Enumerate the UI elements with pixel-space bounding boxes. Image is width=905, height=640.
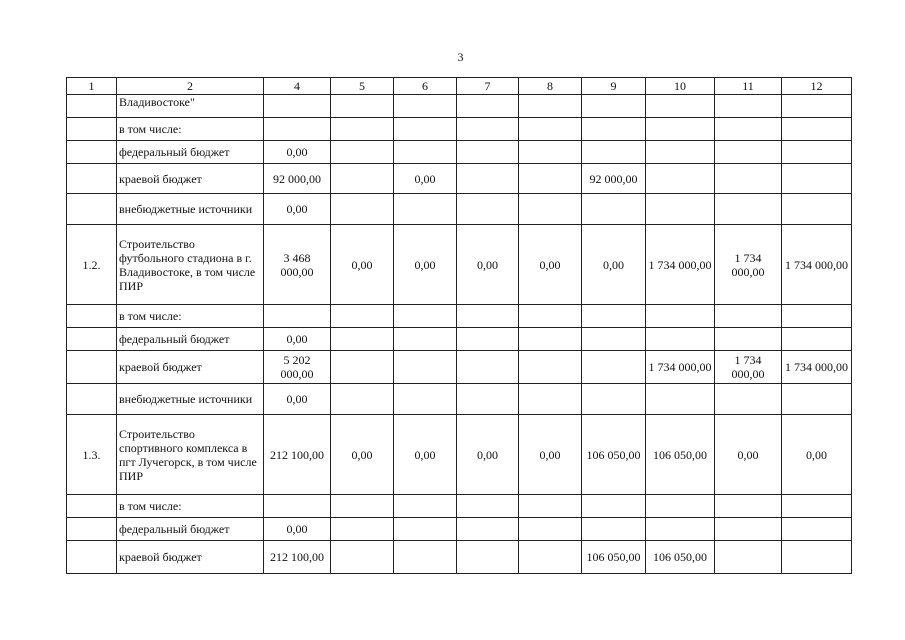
row-number-cell bbox=[67, 95, 117, 118]
row-number-cell bbox=[67, 141, 117, 164]
row-number-cell bbox=[67, 194, 117, 225]
value-cell bbox=[646, 495, 715, 518]
value-cell: 106 050,00 bbox=[646, 541, 715, 574]
value-cell bbox=[331, 495, 394, 518]
value-cell bbox=[715, 95, 782, 118]
value-cell bbox=[394, 305, 457, 328]
value-cell bbox=[394, 384, 457, 415]
table-row bbox=[67, 95, 852, 118]
row-name-cell: краевой бюджет bbox=[117, 541, 264, 574]
row-name-cell: внебюджетные источники bbox=[117, 384, 264, 415]
value-cell bbox=[715, 141, 782, 164]
value-cell bbox=[331, 118, 394, 141]
value-cell bbox=[646, 194, 715, 225]
table-row bbox=[67, 118, 852, 141]
value-cell: 0,00 bbox=[264, 328, 331, 351]
value-cell bbox=[582, 495, 646, 518]
row-name-cell: Владивостоке" bbox=[117, 95, 264, 118]
value-cell: 212 100,00 bbox=[264, 541, 331, 574]
value-cell bbox=[646, 518, 715, 541]
value-cell: 106 050,00 bbox=[582, 415, 646, 495]
value-cell: 0,00 bbox=[457, 415, 519, 495]
value-cell bbox=[582, 194, 646, 225]
value-cell bbox=[582, 384, 646, 415]
row-number-cell bbox=[67, 384, 117, 415]
value-cell bbox=[782, 141, 852, 164]
value-cell bbox=[331, 328, 394, 351]
value-cell: 0,00 bbox=[394, 164, 457, 194]
row-name-cell: Строительство футбольного стадиона в г. Владивостоке, в том числе ПИР bbox=[117, 225, 264, 305]
value-cell bbox=[519, 164, 582, 194]
value-cell: 0,00 bbox=[264, 384, 331, 415]
table-row bbox=[67, 141, 852, 164]
value-cell bbox=[519, 118, 582, 141]
value-cell bbox=[782, 194, 852, 225]
table-row bbox=[67, 415, 852, 495]
row-name-cell: внебюджетные источники bbox=[117, 194, 264, 225]
table-row bbox=[67, 194, 852, 225]
value-cell bbox=[331, 194, 394, 225]
value-cell: 5 202 000,00 bbox=[264, 351, 331, 384]
value-cell bbox=[331, 305, 394, 328]
value-cell: 0,00 bbox=[264, 194, 331, 225]
value-cell bbox=[582, 518, 646, 541]
table-row bbox=[67, 351, 852, 384]
value-cell: 92 000,00 bbox=[582, 164, 646, 194]
value-cell bbox=[715, 384, 782, 415]
header-cell-col-6: 7 bbox=[457, 78, 519, 95]
value-cell bbox=[582, 328, 646, 351]
value-cell bbox=[519, 95, 582, 118]
value-cell: 1 734 000,00 bbox=[715, 351, 782, 384]
row-name-cell: федеральный бюджет bbox=[117, 328, 264, 351]
value-cell bbox=[394, 518, 457, 541]
value-cell: 106 050,00 bbox=[582, 541, 646, 574]
table-row bbox=[67, 305, 852, 328]
row-name-cell: краевой бюджет bbox=[117, 351, 264, 384]
value-cell bbox=[715, 194, 782, 225]
value-cell bbox=[646, 141, 715, 164]
value-cell bbox=[394, 95, 457, 118]
value-cell bbox=[715, 164, 782, 194]
value-cell bbox=[646, 305, 715, 328]
row-number-cell bbox=[67, 118, 117, 141]
value-cell bbox=[519, 541, 582, 574]
value-cell bbox=[582, 95, 646, 118]
value-cell: 106 050,00 bbox=[646, 415, 715, 495]
value-cell bbox=[582, 141, 646, 164]
row-name-cell: в том числе: bbox=[117, 118, 264, 141]
value-cell bbox=[582, 118, 646, 141]
row-name-cell: федеральный бюджет bbox=[117, 518, 264, 541]
header-cell-col-3: 4 bbox=[264, 78, 331, 95]
value-cell bbox=[782, 118, 852, 141]
value-cell bbox=[457, 118, 519, 141]
page-number: 3 bbox=[457, 50, 464, 64]
row-number-cell bbox=[67, 305, 117, 328]
row-number-cell: 1.2. bbox=[67, 225, 117, 305]
value-cell bbox=[331, 95, 394, 118]
value-cell bbox=[457, 164, 519, 194]
value-cell bbox=[394, 351, 457, 384]
header-cell-col-1: 1 bbox=[67, 78, 117, 95]
row-number-cell bbox=[67, 495, 117, 518]
value-cell bbox=[519, 384, 582, 415]
value-cell bbox=[331, 351, 394, 384]
value-cell bbox=[457, 495, 519, 518]
value-cell bbox=[646, 328, 715, 351]
value-cell: 0,00 bbox=[782, 415, 852, 495]
value-cell bbox=[715, 328, 782, 351]
value-cell bbox=[782, 95, 852, 118]
value-cell bbox=[519, 518, 582, 541]
table-row bbox=[67, 164, 852, 194]
value-cell: 1 734 000,00 bbox=[646, 225, 715, 305]
value-cell bbox=[457, 328, 519, 351]
table-row bbox=[67, 495, 852, 518]
value-cell bbox=[457, 194, 519, 225]
header-cell-col-9: 10 bbox=[646, 78, 715, 95]
value-cell bbox=[394, 495, 457, 518]
header-cell-col-5: 6 bbox=[394, 78, 457, 95]
value-cell bbox=[264, 118, 331, 141]
value-cell bbox=[519, 328, 582, 351]
value-cell bbox=[646, 384, 715, 415]
row-number-cell: 1.3. bbox=[67, 415, 117, 495]
value-cell: 3 468 000,00 bbox=[264, 225, 331, 305]
value-cell bbox=[457, 305, 519, 328]
value-cell: 0,00 bbox=[264, 518, 331, 541]
value-cell bbox=[264, 305, 331, 328]
row-name-cell: краевой бюджет bbox=[117, 164, 264, 194]
header-cell-col-2: 2 bbox=[117, 78, 264, 95]
value-cell bbox=[457, 518, 519, 541]
header-cell-col-8: 9 bbox=[582, 78, 646, 95]
value-cell: 92 000,00 bbox=[264, 164, 331, 194]
header-cell-col-4: 5 bbox=[331, 78, 394, 95]
value-cell: 0,00 bbox=[264, 141, 331, 164]
value-cell: 0,00 bbox=[331, 415, 394, 495]
header-row bbox=[67, 78, 852, 95]
table-row bbox=[67, 541, 852, 574]
value-cell: 0,00 bbox=[331, 225, 394, 305]
value-cell: 1 734 000,00 bbox=[782, 225, 852, 305]
value-cell: 212 100,00 bbox=[264, 415, 331, 495]
value-cell bbox=[715, 305, 782, 328]
value-cell: 0,00 bbox=[394, 225, 457, 305]
header-cell-col-7: 8 bbox=[519, 78, 582, 95]
value-cell bbox=[394, 141, 457, 164]
value-cell bbox=[394, 118, 457, 141]
row-name-cell: Строительство спортивного комплекса в пгт Лучегорск, в том числе ПИР bbox=[117, 415, 264, 495]
value-cell bbox=[782, 328, 852, 351]
value-cell bbox=[394, 194, 457, 225]
value-cell bbox=[715, 118, 782, 141]
row-name-cell: федеральный бюджет bbox=[117, 141, 264, 164]
value-cell bbox=[331, 541, 394, 574]
value-cell bbox=[782, 384, 852, 415]
row-number-cell bbox=[67, 518, 117, 541]
value-cell: 0,00 bbox=[519, 415, 582, 495]
value-cell bbox=[457, 351, 519, 384]
value-cell bbox=[715, 518, 782, 541]
value-cell: 0,00 bbox=[519, 225, 582, 305]
budget-table bbox=[66, 77, 852, 574]
value-cell bbox=[394, 541, 457, 574]
value-cell bbox=[519, 141, 582, 164]
value-cell bbox=[457, 95, 519, 118]
header-cell-col-10: 11 bbox=[715, 78, 782, 95]
value-cell bbox=[519, 351, 582, 384]
value-cell bbox=[331, 141, 394, 164]
value-cell bbox=[782, 541, 852, 574]
value-cell: 0,00 bbox=[582, 225, 646, 305]
value-cell: 0,00 bbox=[715, 415, 782, 495]
value-cell bbox=[519, 305, 582, 328]
value-cell bbox=[646, 95, 715, 118]
value-cell bbox=[394, 328, 457, 351]
value-cell bbox=[782, 495, 852, 518]
value-cell bbox=[582, 351, 646, 384]
row-number-cell bbox=[67, 351, 117, 384]
row-number-cell bbox=[67, 541, 117, 574]
value-cell bbox=[457, 384, 519, 415]
value-cell: 1 734 000,00 bbox=[782, 351, 852, 384]
table-row bbox=[67, 225, 852, 305]
value-cell bbox=[646, 164, 715, 194]
value-cell bbox=[782, 518, 852, 541]
value-cell bbox=[715, 495, 782, 518]
row-name-cell: в том числе: bbox=[117, 495, 264, 518]
table-row bbox=[67, 328, 852, 351]
value-cell bbox=[582, 305, 646, 328]
value-cell bbox=[519, 194, 582, 225]
value-cell bbox=[264, 495, 331, 518]
value-cell bbox=[782, 305, 852, 328]
row-number-cell bbox=[67, 328, 117, 351]
value-cell bbox=[331, 518, 394, 541]
value-cell bbox=[457, 141, 519, 164]
header-cell-col-11: 12 bbox=[782, 78, 852, 95]
value-cell bbox=[331, 384, 394, 415]
value-cell: 0,00 bbox=[394, 415, 457, 495]
row-number-cell bbox=[67, 164, 117, 194]
value-cell: 1 734 000,00 bbox=[715, 225, 782, 305]
table-row bbox=[67, 384, 852, 415]
value-cell bbox=[782, 164, 852, 194]
value-cell bbox=[331, 164, 394, 194]
value-cell bbox=[519, 495, 582, 518]
value-cell bbox=[715, 541, 782, 574]
value-cell: 0,00 bbox=[457, 225, 519, 305]
value-cell: 1 734 000,00 bbox=[646, 351, 715, 384]
table-row bbox=[67, 518, 852, 541]
value-cell bbox=[646, 118, 715, 141]
value-cell bbox=[264, 95, 331, 118]
value-cell bbox=[457, 541, 519, 574]
row-name-cell: в том числе: bbox=[117, 305, 264, 328]
